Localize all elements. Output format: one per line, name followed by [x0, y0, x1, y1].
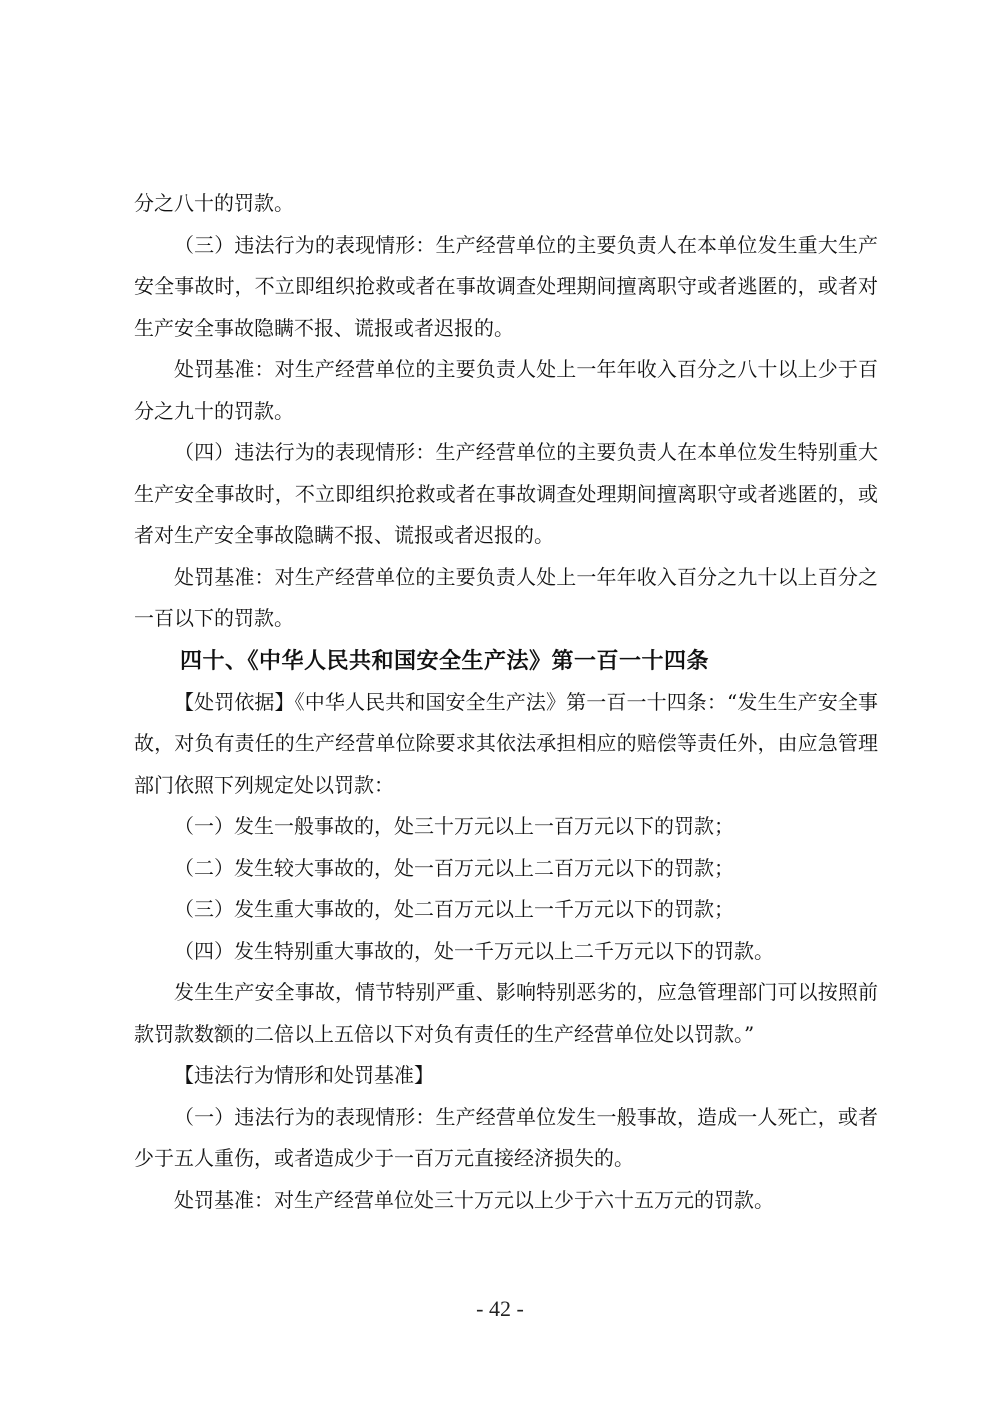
paragraph-violation-4: （四）违法行为的表现情形：生产经营单位的主要负责人在本单位发生特别重大生产安全事故时，不立即组织抢救或者在事故调查处理期间擅离职守或者逃匿的，或者对生产安全事故隐瞒不报、谎报或者迟报的。 — [134, 440, 878, 547]
section-heading: 四十、《中华人民共和国安全生产法》第一百一十四条 — [180, 647, 710, 674]
list-item-especially-serious-accident: （四）发生特别重大事故的，处一千万元以上二千万元以下的罚款。 — [174, 938, 774, 963]
page-number: - 42 - — [476, 1296, 524, 1321]
paragraph-aggravated-penalty: 发生生产安全事故，情节特别严重、影响特别恶劣的，应急管理部门可以按照前款罚款数额的二倍以上五倍以下对负有责任的生产经营单位处以罚款。” — [134, 980, 878, 1046]
paragraph-penalty-4: 处罚基准：对生产经营单位的主要负责人处上一年年收入百分之九十以上百分之一百以下的罚款。 — [134, 564, 878, 630]
list-item-major-accident: （二）发生较大事故的，处一百万元以上二百万元以下的罚款； — [174, 855, 734, 880]
paragraph-penalty-3: 处罚基准：对生产经营单位的主要负责人处上一年年收入百分之八十以上少于百分之九十的罚款。 — [134, 357, 878, 423]
paragraph-violation-3: （三）违法行为的表现情形：生产经营单位的主要负责人在本单位发生重大生产安全事故时，不立即组织抢救或者在事故调查处理期间擅离职守或者逃匿的，或者对生产安全事故隐瞒不报、谎报或者迟报的。 — [134, 232, 878, 340]
document-body — [134, 183, 878, 1221]
list-item-serious-accident: （三）发生重大事故的，处二百万元以上一千万元以下的罚款； — [174, 897, 734, 921]
paragraph-continuation: 分之八十的罚款。 — [134, 191, 294, 215]
subheading-violation-and-penalty: 【违法行为情形和处罚基准】 — [174, 1063, 434, 1087]
paragraph-violation-1: （一）违法行为的表现情形：生产经营单位发生一般事故，造成一人死亡，或者少于五人重伤，或者造成少于一百万元直接经济损失的。 — [134, 1104, 878, 1170]
list-item-general-accident: （一）发生一般事故的，处三十万元以上一百万元以下的罚款； — [174, 814, 734, 838]
paragraph-legal-basis: 【处罚依据】《中华人民共和国安全生产法》第一百一十四条：“发生生产安全事故，对负有责任的生产经营单位除要求其依法承担相应的赔偿等责任外，由应急管理部门依照下列规定处以罚款： — [134, 689, 878, 797]
paragraph-penalty-1: 处罚基准：对生产经营单位处三十万元以上少于六十五万元的罚款。 — [174, 1187, 774, 1212]
